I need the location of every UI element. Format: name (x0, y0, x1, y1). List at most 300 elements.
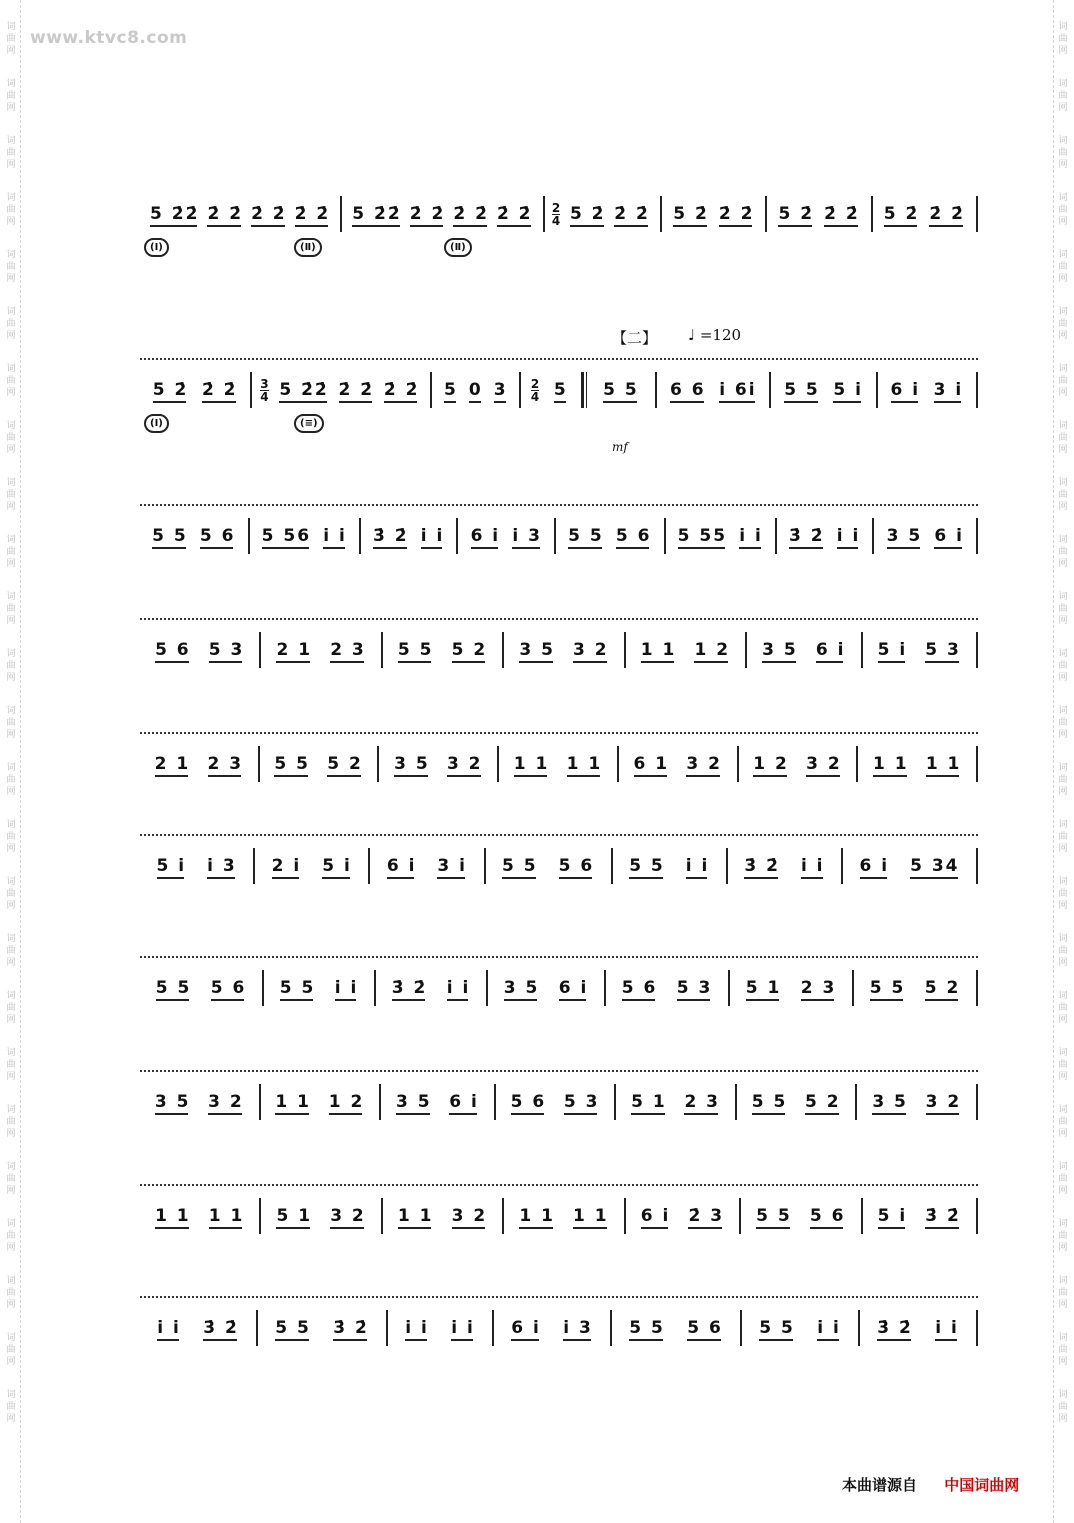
margin-text-char: 曲 (6, 1231, 16, 1241)
measure (260, 746, 380, 782)
margin-text-group (1058, 306, 1067, 342)
margin-text-char: 曲 (6, 433, 16, 443)
margin-text-char: 网 (1058, 1243, 1068, 1253)
note-group: 3 2 (683, 754, 725, 774)
measure (583, 372, 658, 408)
margin-text-char: 曲 (1058, 1402, 1068, 1412)
measure (843, 848, 978, 884)
margin-text-char: 网 (6, 103, 16, 113)
margin-text-char: 词 (6, 421, 16, 431)
note-group: 3 5 (152, 1092, 194, 1112)
margin-text-char: 网 (1058, 844, 1068, 854)
note-group: 5 2̇ (881, 204, 923, 224)
note-group: 5 2̇ (150, 380, 192, 400)
margin-text-char: 曲 (6, 262, 16, 272)
margin-text-group (6, 135, 15, 171)
note-group: 5 3 (206, 640, 248, 660)
margin-text-char: 网 (6, 160, 16, 170)
measure (730, 970, 854, 1006)
margin-text-char: 曲 (1058, 91, 1068, 101)
margin-text-char: 词 (6, 934, 16, 944)
note-group: 6 i (931, 526, 967, 546)
score-system (140, 746, 978, 786)
margin-text-char: 网 (1058, 1015, 1068, 1025)
note-group: 3 5 (391, 754, 433, 774)
measure (626, 632, 747, 668)
note-group: 5 5 (749, 1092, 791, 1112)
margin-text-char: 网 (6, 502, 16, 512)
margin-text-char: 词 (1058, 307, 1068, 317)
margin-text-group (6, 819, 15, 855)
margin-text-char: 曲 (6, 832, 16, 842)
margin-text-char: 网 (6, 217, 16, 227)
note-group: 6 i (446, 1092, 482, 1112)
note-group: 3 2 (570, 640, 612, 660)
note-group: 3̇ 2̇ (330, 1318, 372, 1338)
note-group: i 3 (560, 1318, 596, 1338)
note-group: 5 55 (675, 526, 730, 546)
margin-text-group (6, 1104, 15, 1140)
source-site: 中国词曲网 (944, 1476, 1020, 1494)
note-group: i i (154, 1318, 184, 1338)
margin-text-char: 网 (1058, 1129, 1068, 1139)
measure (432, 372, 521, 408)
technique-mark: (≡) (294, 414, 324, 433)
measure (728, 848, 843, 884)
margin-text-char: 网 (1058, 616, 1068, 626)
margin-text-char: 网 (6, 388, 16, 398)
margin-text-group (1058, 1275, 1067, 1311)
margin-text-char: 网 (1058, 217, 1068, 227)
margin-text-char: 曲 (1058, 490, 1068, 500)
margin-text-char: 词 (6, 706, 16, 716)
margin-text-char: 曲 (1058, 148, 1068, 158)
margin-text-char: 曲 (1058, 1117, 1068, 1127)
measure (657, 372, 771, 408)
margin-text-char: 词 (6, 649, 16, 659)
note-group: 5 5 (271, 754, 313, 774)
note-group: 5 2̇2̇ (349, 204, 404, 224)
measure (379, 746, 499, 782)
margin-text-group (6, 1275, 15, 1311)
measure (739, 746, 859, 782)
note-group: 2̇ 2̇ (336, 380, 378, 400)
note-group: 5 6 (208, 978, 250, 998)
measure (140, 848, 255, 884)
technique-marks (140, 238, 978, 278)
technique-marks (140, 414, 978, 454)
margin-text-char: 网 (6, 901, 16, 911)
note-group: 3̇ 2̇ (874, 1318, 916, 1338)
margin-text-char: 曲 (6, 661, 16, 671)
margin-text-group (6, 192, 15, 228)
note-group: 5 5 (867, 978, 909, 998)
margin-text-group (1058, 648, 1067, 684)
margin-text-char: 曲 (6, 148, 16, 158)
note-group: 6 i (468, 526, 504, 546)
margin-text-char: 曲 (6, 775, 16, 785)
margin-text-char: 词 (6, 1048, 16, 1058)
note-group: 5 6 (152, 640, 194, 660)
note-group: 5 5 (756, 1318, 798, 1338)
technique-mark: (Ⅱ) (444, 238, 472, 257)
margin-text-group (6, 249, 15, 285)
margin-text-char: 词 (6, 478, 16, 488)
measure (140, 518, 250, 554)
dotted-guide (140, 358, 978, 360)
margin-text-char: 网 (1058, 1414, 1068, 1424)
margin-text-char: 词 (6, 136, 16, 146)
margin-text-group (1058, 249, 1067, 285)
margin-text-char: 网 (6, 787, 16, 797)
dotted-guide (140, 618, 978, 620)
margin-text-group (6, 534, 15, 570)
measure (878, 372, 978, 408)
score-system (140, 632, 978, 672)
margin-text-group (1058, 534, 1067, 570)
margin-text-char: 曲 (6, 889, 16, 899)
margin-text-group (1058, 1047, 1067, 1083)
margin-text-char: 网 (1058, 787, 1068, 797)
dotted-guide (140, 504, 978, 506)
margin-text-char: 网 (1058, 901, 1068, 911)
note-group: 1 2 (691, 640, 733, 660)
margin-text-char: 词 (1058, 592, 1068, 602)
note-group: 2 i (269, 856, 305, 876)
note-group: 2 1 (273, 640, 315, 660)
margin-text-char: 曲 (1058, 34, 1068, 44)
margin-text-group (1058, 78, 1067, 114)
measure (857, 1084, 978, 1120)
note-group: 0 (466, 380, 486, 400)
dotted-guide (140, 956, 978, 958)
margin-text-char: 曲 (6, 34, 16, 44)
note-group: 5 5 (395, 640, 437, 660)
measure (370, 848, 485, 884)
margin-text-group (6, 591, 15, 627)
margin-text-char: 词 (1058, 820, 1068, 830)
note-group: 2̇ 2̇ (611, 204, 653, 224)
left-margin-strip (2, 0, 21, 1523)
margin-text-char: 曲 (1058, 718, 1068, 728)
margin-text-char: 词 (1058, 364, 1068, 374)
margin-text-group (1058, 1161, 1067, 1197)
margin-text-char: 网 (6, 958, 16, 968)
margin-text-char: 网 (6, 673, 16, 683)
score-system (140, 518, 978, 558)
tempo-marking (688, 326, 741, 344)
margin-text-group (6, 762, 15, 798)
time-signature (552, 202, 560, 227)
margin-text-char: 曲 (6, 490, 16, 500)
note-group: 2̇ 2̇ (926, 204, 968, 224)
margin-text-char: 词 (1058, 421, 1068, 431)
margin-text-char: 曲 (6, 604, 16, 614)
note-group: 1 1 (564, 754, 606, 774)
margin-text-char: 词 (6, 535, 16, 545)
margin-text-group (1058, 933, 1067, 969)
margin-text-char: 曲 (1058, 832, 1068, 842)
margin-text-char: 网 (6, 46, 16, 56)
measure (383, 1198, 504, 1234)
margin-text-group (6, 1218, 15, 1254)
note-group: 5 2 (324, 754, 366, 774)
margin-text-char: 网 (1058, 1186, 1068, 1196)
measure (496, 1084, 617, 1120)
note-group: 5 5 (153, 978, 195, 998)
margin-text-char: 曲 (6, 319, 16, 329)
measure (261, 632, 382, 668)
margin-text-group (6, 1161, 15, 1197)
note-group: i i (683, 856, 713, 876)
time-denominator: 4 (530, 389, 540, 404)
tempo-value: =120 (699, 326, 742, 344)
margin-text-char: 曲 (1058, 319, 1068, 329)
margin-text-char: 网 (1058, 1300, 1068, 1310)
margin-text-group (1058, 876, 1067, 912)
measure (494, 1310, 612, 1346)
margin-text-char: 词 (6, 1276, 16, 1286)
note-group: 1 1 (870, 754, 912, 774)
note-group: 6 i (384, 856, 420, 876)
score-system (140, 970, 978, 1010)
measure (261, 1084, 382, 1120)
margin-text-char: 曲 (6, 376, 16, 386)
note-group: 2̇ 2̇ (204, 204, 246, 224)
margin-text-char: 词 (1058, 706, 1068, 716)
margin-text-char: 曲 (6, 1402, 16, 1412)
margin-text-char: 网 (1058, 274, 1068, 284)
note-group: 5 6 (556, 856, 598, 876)
margin-text-char: 词 (6, 820, 16, 830)
margin-text-char: 词 (6, 1219, 16, 1229)
margin-text-char: 网 (1058, 730, 1068, 740)
margin-text-char: 网 (1058, 160, 1068, 170)
margin-text-char: 词 (1058, 1162, 1068, 1172)
note-group: 2 3 (327, 640, 369, 660)
measure (140, 196, 342, 232)
margin-text-char: 曲 (1058, 604, 1068, 614)
note-group: 5 5 (753, 1206, 795, 1226)
margin-text-char: 词 (1058, 877, 1068, 887)
margin-text-char: 曲 (1058, 376, 1068, 386)
note-group: 6 6 (667, 380, 709, 400)
measure (361, 518, 459, 554)
margin-text-char: 网 (1058, 388, 1068, 398)
margin-text-char: 曲 (6, 1288, 16, 1298)
note-group: i i (736, 526, 766, 546)
margin-text-group (1058, 819, 1067, 855)
margin-text-char: 曲 (6, 1060, 16, 1070)
margin-text-char: 网 (1058, 331, 1068, 341)
margin-text-char: 网 (1058, 673, 1068, 683)
note-group: 5 5 (277, 978, 319, 998)
margin-text-char: 网 (1058, 1357, 1068, 1367)
note-group: 5 5 (149, 526, 191, 546)
note-group: i i (814, 1318, 844, 1338)
note-group: 5 (441, 380, 461, 400)
measure (612, 1310, 742, 1346)
margin-text-char: 网 (1058, 958, 1068, 968)
measure (140, 970, 264, 1006)
measure (854, 970, 978, 1006)
note-group: i i (798, 856, 828, 876)
note-group: 1 1 (638, 640, 680, 660)
note-group: 3 5 (759, 640, 801, 660)
measure (381, 1084, 496, 1120)
note-group: 5 6 (197, 526, 239, 546)
margin-text-group (6, 648, 15, 684)
note-group: 1 2 (326, 1092, 368, 1112)
measure (741, 1198, 862, 1234)
margin-text-char: 曲 (6, 1117, 16, 1127)
note-group: 5 2 (449, 640, 491, 660)
note-group: 2̇ 2̇ (199, 380, 241, 400)
margin-text-char: 词 (6, 763, 16, 773)
margin-text-char: 网 (1058, 502, 1068, 512)
margin-text-char: 词 (1058, 79, 1068, 89)
dotted-guide (140, 732, 978, 734)
note-group: 3 5 (501, 978, 543, 998)
margin-text-char: 网 (1058, 1072, 1068, 1082)
margin-text-char: 曲 (6, 1345, 16, 1355)
margin-text-char: 曲 (1058, 1174, 1068, 1184)
note-group: 5 6 (613, 526, 655, 546)
note-group: 5 3 (674, 978, 716, 998)
measure (606, 970, 730, 1006)
note-group: 2̇ 2̇ (821, 204, 863, 224)
note-group: 3 5 (516, 640, 558, 660)
note-group: 1 1 (272, 1092, 314, 1112)
note-group: 3 (491, 380, 511, 400)
margin-text-group (1058, 1104, 1067, 1140)
margin-text-char: 网 (6, 331, 16, 341)
note-group: 2 3 (798, 978, 840, 998)
note-group: 1 1 (152, 1206, 194, 1226)
note-group: 5 2̇ (670, 204, 712, 224)
measure (486, 848, 613, 884)
note-group: 5 3 (561, 1092, 603, 1112)
dotted-guide (140, 834, 978, 836)
margin-text-char: 网 (6, 730, 16, 740)
margin-text-char: 词 (1058, 1105, 1068, 1115)
measure (662, 196, 767, 232)
watermark: www.ktvc8.com (30, 28, 188, 48)
note-group: 2̇ 2̇ (381, 380, 423, 400)
note-group: 6 i (813, 640, 849, 660)
margin-text-char: 网 (6, 559, 16, 569)
margin-text-char: 词 (1058, 1276, 1068, 1286)
note-group: 5 2̇ (567, 204, 609, 224)
margin-text-group (6, 705, 15, 741)
margin-text-char: 网 (6, 1414, 16, 1424)
note-group: 5 1 (273, 1206, 315, 1226)
margin-text-char: 网 (1058, 445, 1068, 455)
time-numerator: 2 (530, 376, 540, 391)
measure (873, 196, 978, 232)
margin-text-char: 网 (1058, 103, 1068, 113)
measure (874, 518, 978, 554)
margin-text-group (1058, 1218, 1067, 1254)
note-group: 6 i (857, 856, 893, 876)
note-group: 3 2 (803, 754, 845, 774)
margin-text-char: 曲 (1058, 1288, 1068, 1298)
note-group: 3 5 (869, 1092, 911, 1112)
note-group: 5 2̇ (775, 204, 817, 224)
note-group: i i (932, 1318, 962, 1338)
margin-text-char: 网 (6, 616, 16, 626)
measure (863, 632, 978, 668)
margin-text-char: 网 (6, 1129, 16, 1139)
note-group: i i (444, 978, 474, 998)
margin-text-char: 词 (1058, 991, 1068, 1001)
margin-text-char: 曲 (6, 205, 16, 215)
measure (383, 632, 504, 668)
measure (252, 372, 432, 408)
dotted-guide (140, 1070, 978, 1072)
margin-text-char: 词 (1058, 934, 1068, 944)
margin-text-char: 词 (6, 250, 16, 260)
score-system (140, 1310, 978, 1350)
margin-text-group (6, 21, 15, 57)
note-group: 3 2 (327, 1206, 369, 1226)
note-group: 5 2 (802, 1092, 844, 1112)
note-group: 2̇ 2̇ (407, 204, 449, 224)
note-group: 5 i (875, 1206, 911, 1226)
margin-text-char: 网 (6, 1243, 16, 1253)
margin-text-group (6, 1389, 15, 1425)
section-label: 【二】 (612, 329, 658, 347)
note-group: 3 5 (884, 526, 926, 546)
measure (140, 372, 252, 408)
margin-text-char: 词 (6, 877, 16, 887)
score-system (140, 1198, 978, 1238)
measure (858, 746, 978, 782)
margin-text-char: 词 (6, 307, 16, 317)
dotted-guide (140, 1296, 978, 1298)
measure (504, 632, 625, 668)
margin-text-char: 网 (6, 1186, 16, 1196)
note-group: 2̇ 3 (685, 1206, 727, 1226)
margin-text-char: 词 (6, 1105, 16, 1115)
note-group: i i (320, 526, 350, 546)
note-group: 5 5 (272, 1318, 314, 1338)
note-group: 5 i (154, 856, 190, 876)
note-group: 5 5 (626, 856, 668, 876)
margin-text-group (6, 933, 15, 969)
time-denominator: 4 (260, 389, 269, 404)
measure (616, 1084, 737, 1120)
note-group: 2̇ 2̇ (248, 204, 290, 224)
margin-text-char: 词 (6, 1162, 16, 1172)
margin-text-group (1058, 591, 1067, 627)
margin-text-char: 曲 (1058, 661, 1068, 671)
measure (140, 1310, 258, 1346)
note-group: 1 1 (923, 754, 965, 774)
margin-text-char: 词 (1058, 250, 1068, 260)
margin-text-group (1058, 705, 1067, 741)
time-signature (531, 378, 539, 403)
margin-text-char: 曲 (1058, 1345, 1068, 1355)
measure (626, 1198, 741, 1234)
margin-text-group (6, 78, 15, 114)
note-group: 5 5 (600, 380, 642, 400)
measure (521, 372, 582, 408)
margin-text-char: 曲 (1058, 889, 1068, 899)
measure (504, 1198, 625, 1234)
margin-text-group (6, 306, 15, 342)
margin-text-group (1058, 990, 1067, 1026)
